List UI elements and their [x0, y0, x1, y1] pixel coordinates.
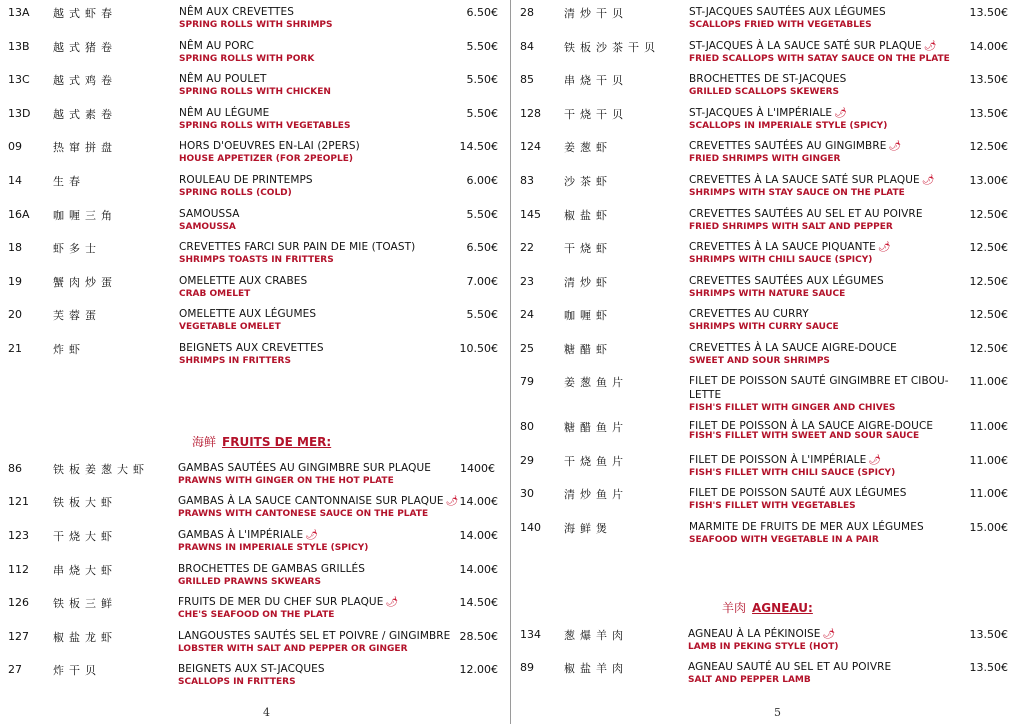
item-code: 18: [8, 241, 22, 254]
item-price: 6.00€: [466, 174, 498, 187]
item-english-name: SEAFOOD WITH VEGETABLE IN A PAIR: [689, 535, 879, 545]
item-code: 25: [520, 342, 534, 355]
menu-item: [512, 137, 1024, 169]
item-english-name: SPRING ROLLS (COLD): [179, 188, 292, 198]
item-price: 14.50€: [459, 596, 498, 609]
item-english-name: SHRIMPS WITH NATURE SAUCE: [689, 289, 846, 299]
menu-item: [0, 339, 510, 371]
menu-page-right: [512, 0, 1024, 724]
menu-item: [0, 137, 510, 169]
item-chinese-name: 生春: [53, 175, 85, 188]
item-chinese-name: 越式虾春: [53, 7, 117, 20]
menu-item: [0, 560, 510, 592]
item-chinese-name: 干烧虾: [564, 242, 612, 255]
menu-item: [512, 272, 1024, 304]
menu-item: [0, 37, 510, 69]
menu-item: [0, 70, 510, 102]
menu-item: [0, 272, 510, 304]
menu-item: [0, 492, 510, 524]
item-french-name: FILET DE POISSON SAUTÉ AUX LÉGUMES: [689, 487, 907, 499]
item-french-name: BEIGNETS AUX ST-JACQUES: [178, 663, 325, 675]
item-price: 14.00€: [459, 563, 498, 576]
menu-item: [512, 658, 1024, 690]
item-chinese-name: 沙茶虾: [564, 175, 612, 188]
item-price: 5.50€: [466, 308, 498, 321]
item-code: 80: [520, 420, 534, 433]
item-chinese-name: 海鲜煲: [564, 522, 612, 535]
menu-item: [0, 627, 510, 659]
item-chinese-name: 蟹肉炒蛋: [53, 276, 117, 289]
item-french-name: LANGOUSTES SAUTÉS SEL ET POIVRE / GINGIMBRE: [178, 630, 451, 642]
menu-item: [0, 3, 510, 35]
page-number: 5: [774, 706, 781, 719]
menu-item: [512, 518, 1024, 550]
item-chinese-name: 串烧大虾: [53, 564, 117, 577]
menu-item: [0, 593, 510, 625]
menu-page-left: [0, 0, 510, 724]
item-code: 30: [520, 487, 534, 500]
item-code: 20: [8, 308, 22, 321]
item-chinese-name: 姜葱鱼片: [564, 376, 628, 389]
menu-item: [512, 104, 1024, 136]
item-french-name: [178, 596, 398, 608]
section-header-seafood: [192, 433, 331, 450]
item-english-name: SPRING ROLLS WITH PORK: [179, 54, 315, 64]
item-code: 13B: [8, 40, 30, 53]
item-english-name: SHRIMPS IN FRITTERS: [179, 356, 291, 366]
item-price: 14.00€: [459, 495, 498, 508]
item-chinese-name: 铁板沙茶干贝: [564, 41, 660, 54]
item-code: 86: [8, 462, 22, 475]
section-chinese-title: 海鲜: [192, 435, 217, 449]
item-price: 13.50€: [969, 73, 1008, 86]
item-code: 13A: [8, 6, 30, 19]
chili-pepper-icon: 🌶: [868, 455, 882, 466]
menu-item: [512, 171, 1024, 203]
chili-pepper-icon: 🌶: [822, 629, 836, 640]
item-french-text: FILET DE POISSON À L'IMPÉRIALE: [689, 454, 867, 466]
item-english-name: SHRIMPS WITH CHILI SAUCE (SPICY): [689, 255, 873, 265]
item-chinese-name: 糖醋虾: [564, 343, 612, 356]
item-price: 5.50€: [466, 73, 498, 86]
item-code: 140: [520, 521, 541, 534]
item-price: 13.00€: [969, 174, 1008, 187]
item-chinese-name: 炸虾: [53, 343, 85, 356]
item-english-name: LOBSTER WITH SALT AND PEPPER OR GINGER: [178, 644, 408, 654]
item-code: 28: [520, 6, 534, 19]
item-french-name: BROCHETTES DE ST-JACQUES: [689, 73, 847, 85]
menu-item: [512, 70, 1024, 102]
item-english-name: SHRIMPS WITH CURRY SAUCE: [689, 322, 839, 332]
section-chinese-title: 羊肉: [722, 601, 747, 615]
item-french-name: CREVETTES AU CURRY: [689, 308, 809, 320]
item-price: 28.50€: [459, 630, 498, 643]
item-price: 12.50€: [969, 275, 1008, 288]
item-price: 10.50€: [459, 342, 498, 355]
menu-item: [0, 171, 510, 203]
menu-item: [512, 238, 1024, 270]
item-price: 12.50€: [969, 208, 1008, 221]
item-english-name: SALT AND PEPPER LAMB: [688, 675, 811, 685]
menu-item: [512, 451, 1024, 483]
item-code: 27: [8, 663, 22, 676]
item-price: 13.50€: [969, 628, 1008, 641]
item-english-name: LAMB IN PEKING STYLE (HOT): [688, 642, 839, 652]
item-english-name: PRAWNS WITH GINGER ON THE HOT PLATE: [178, 476, 394, 486]
item-code: 14: [8, 174, 22, 187]
item-price: 12.50€: [969, 140, 1008, 153]
item-french-name: [689, 174, 935, 186]
item-code: 123: [8, 529, 29, 542]
item-english-name: SHRIMPS WITH STAY SAUCE ON THE PLATE: [689, 188, 905, 198]
item-code: 21: [8, 342, 22, 355]
item-english-name: HOUSE APPETIZER (FOR 2PEOPLE): [179, 154, 354, 164]
item-price: 5.50€: [466, 107, 498, 120]
item-code: 29: [520, 454, 534, 467]
section-french-title: FRUITS DE MER:: [222, 435, 332, 449]
item-chinese-name: 越式鸡卷: [53, 74, 117, 87]
page-divider: [510, 0, 511, 724]
section-header-lamb: [722, 599, 813, 616]
item-chinese-name: 越式猪卷: [53, 41, 117, 54]
item-english-name: GRILLED PRAWNS SKWEARS: [178, 577, 321, 587]
item-chinese-name: 糖醋鱼片: [564, 421, 628, 434]
item-english-name: SCALLOPS IN IMPERIALE STYLE (SPICY): [689, 121, 888, 131]
menu-item: [512, 339, 1024, 371]
item-code: 128: [520, 107, 541, 120]
item-chinese-name: 咖喱虾: [564, 309, 612, 322]
item-chinese-name: 铁板大虾: [53, 496, 117, 509]
item-price: 6.50€: [466, 241, 498, 254]
menu-item: [0, 660, 510, 692]
item-code: 22: [520, 241, 534, 254]
menu-item: [512, 372, 1024, 416]
chili-pepper-icon: 🌶: [877, 242, 891, 253]
menu-item: [0, 459, 510, 491]
item-price: 11.00€: [969, 420, 1008, 433]
item-price: 13.50€: [969, 107, 1008, 120]
chili-pepper-icon: 🌶: [923, 41, 937, 52]
item-english-name: PRAWNS WITH CANTONESE SAUCE ON THE PLATE: [178, 509, 429, 519]
item-english-name: FISH'S FILLET WITH CHILI SAUCE (SPICY): [689, 468, 896, 478]
menu-item: [512, 305, 1024, 337]
item-chinese-name: 清炒鱼片: [564, 488, 628, 501]
menu-item: [0, 205, 510, 237]
item-price: 5.50€: [466, 40, 498, 53]
item-price: 12.50€: [969, 342, 1008, 355]
menu-item: [0, 305, 510, 337]
item-chinese-name: 虾多士: [53, 242, 101, 255]
chili-pepper-icon: 🌶: [834, 108, 847, 119]
item-french-text: CREVETTES À LA SAUCE SATÉ SUR PLAQUE: [689, 174, 920, 186]
item-french-name: NÊM AUX CREVETTES: [179, 6, 295, 18]
item-french-name: AGNEAU SAUTÉ AU SEL ET AU POIVRE: [688, 661, 892, 673]
item-code: 24: [520, 308, 534, 321]
item-price: 11.00€: [969, 487, 1008, 500]
item-code: 13D: [8, 107, 31, 120]
item-french-name: NÊM AU LÉGUME: [179, 107, 270, 119]
item-price: 7.00€: [466, 275, 498, 288]
menu-item: [0, 238, 510, 270]
item-french-name: [689, 107, 847, 119]
item-chinese-name: 椒盐虾: [564, 209, 612, 222]
menu-item: [512, 625, 1024, 657]
menu-item: [512, 3, 1024, 35]
item-chinese-name: 姜葱虾: [564, 141, 612, 154]
item-code: 19: [8, 275, 22, 288]
item-french-name: NÊM AU POULET: [179, 73, 267, 85]
item-english-name: FISH'S FILLET WITH VEGETABLES: [689, 501, 856, 511]
item-chinese-name: 越式素卷: [53, 108, 117, 121]
item-code: 112: [8, 563, 29, 576]
item-french-name: OMELETTE AUX CRABES: [179, 275, 308, 287]
item-code: 85: [520, 73, 534, 86]
menu-item: [512, 417, 1024, 449]
item-price: 6.50€: [466, 6, 498, 19]
item-english-name: CRAB OMELET: [179, 289, 251, 299]
menu-item: [0, 104, 510, 136]
item-english-name: SWEET AND SOUR SHRIMPS: [689, 356, 830, 366]
item-code: 126: [8, 596, 29, 609]
chili-pepper-icon: 🌶: [385, 597, 399, 608]
item-chinese-name: 炸干贝: [53, 664, 101, 677]
item-french-name: [178, 529, 318, 541]
item-price: 14.00€: [459, 529, 498, 542]
item-french-name: [178, 495, 458, 507]
item-code: 121: [8, 495, 29, 508]
item-price: 1400€: [460, 462, 495, 475]
item-english-name: SHRIMPS TOASTS IN FRITTERS: [179, 255, 334, 265]
item-price: 12.00€: [459, 663, 498, 676]
item-french-name: GAMBAS SAUTÉES AU GINGIMBRE SUR PLAQUE: [178, 462, 432, 474]
item-french-name: CREVETTES FARCI SUR PAIN DE MIE (TOAST): [179, 241, 416, 253]
item-french-text: AGNEAU À LA PÉKINOISE: [688, 628, 821, 640]
item-french-text: CREVETTES À LA SAUCE PIQUANTE: [689, 241, 876, 253]
item-code: 79: [520, 375, 534, 388]
item-chinese-name: 清炒虾: [564, 276, 612, 289]
item-price: 14.00€: [969, 40, 1008, 53]
item-price: 12.50€: [969, 308, 1008, 321]
item-french-text: CREVETTES SAUTÉES AU GINGIMBRE: [689, 140, 887, 152]
item-french-name: [688, 628, 835, 640]
item-code: 124: [520, 140, 541, 153]
item-price: 12.50€: [969, 241, 1008, 254]
item-french-name: HORS D'OEUVRES EN-LAI (2PERS): [179, 140, 360, 152]
item-french-text: ST-JACQUES À L'IMPÉRIALE: [689, 107, 833, 119]
item-french-name: BEIGNETS AUX CREVETTES: [179, 342, 324, 354]
item-english-name: FRIED SHRIMPS WITH SALT AND PEPPER: [689, 222, 893, 232]
item-chinese-name: 铁板三鲜: [53, 597, 117, 610]
item-english-name: FRIED SCALLOPS WITH SATAY SAUCE ON THE PLATE: [689, 54, 950, 64]
menu-item: [512, 484, 1024, 516]
item-english-name: FISH'S FILLET WITH GINGER AND CHIVES: [689, 403, 896, 413]
item-english-name: PRAWNS IN IMPERIALE STYLE (SPICY): [178, 543, 369, 553]
item-french-text: GAMBAS À LA SAUCE CANTONNAISE SUR PLAQUE: [178, 495, 444, 507]
menu-item: [512, 37, 1024, 69]
item-french-name: CREVETTES SAUTÉES AUX LÉGUMES: [689, 275, 884, 287]
item-price: 11.00€: [969, 375, 1008, 388]
item-french-name: NÊM AU PORC: [179, 40, 254, 52]
item-french-name: FILET DE POISSON À LA SAUCE AIGRE-DOUCE: [689, 420, 934, 432]
item-french-text: FRUITS DE MER DU CHEF SUR PLAQUE: [178, 596, 384, 608]
item-price: 5.50€: [466, 208, 498, 221]
item-chinese-name: 干烧干贝: [564, 108, 628, 121]
item-chinese-name: 热窜拼盘: [53, 141, 117, 154]
item-french-name: CREVETTES SAUTÉES AU SEL ET AU POIVRE: [689, 208, 923, 220]
item-french-name: SAMOUSSA: [179, 208, 240, 220]
item-chinese-name: 芙蓉蛋: [53, 309, 101, 322]
item-french-name: OMELETTE AUX LÉGUMES: [179, 308, 317, 320]
item-french-name: ROULEAU DE PRINTEMPS: [179, 174, 313, 186]
item-chinese-name: 椒盐龙虾: [53, 631, 117, 644]
item-english-name: GRILLED SCALLOPS SKEWERS: [689, 87, 840, 97]
item-french-name: [689, 40, 937, 52]
item-french-name-continued: LETTE: [689, 389, 722, 401]
item-french-text: ST-JACQUES À LA SAUCE SATÉ SUR PLAQUE: [689, 40, 922, 52]
menu-item: [0, 526, 510, 558]
item-french-name: BROCHETTES DE GAMBAS GRILLÉS: [178, 563, 366, 575]
item-french-name: [689, 454, 881, 466]
item-english-name: SCALLOPS FRIED WITH VEGETABLES: [689, 20, 872, 30]
item-code: 84: [520, 40, 534, 53]
item-english-name: SCALLOPS IN FRITTERS: [178, 677, 296, 687]
item-english-name: CHE'S SEAFOOD ON THE PLATE: [178, 610, 335, 620]
item-chinese-name: 串烧干贝: [564, 74, 628, 87]
item-price: 14.50€: [459, 140, 498, 153]
item-code: 16A: [8, 208, 30, 221]
item-price: 15.00€: [969, 521, 1008, 534]
item-french-name: [689, 140, 901, 152]
item-french-name: ST-JACQUES SAUTÉES AUX LÉGUMES: [689, 6, 886, 18]
item-chinese-name: 干烧大虾: [53, 530, 117, 543]
page-number: 4: [263, 706, 270, 719]
item-english-name: SPRING ROLLS WITH CHICKEN: [179, 87, 331, 97]
item-code: 89: [520, 661, 534, 674]
item-chinese-name: 干烧鱼片: [564, 455, 628, 468]
item-code: 09: [8, 140, 22, 153]
chili-pepper-icon: 🌶: [921, 175, 935, 186]
item-code: 23: [520, 275, 534, 288]
item-english-name: SAMOUSSA: [179, 222, 236, 232]
item-code: 83: [520, 174, 534, 187]
chili-pepper-icon: 🌶: [445, 496, 459, 507]
item-french-name: [689, 241, 891, 253]
item-price: 13.50€: [969, 661, 1008, 674]
item-price: 11.00€: [969, 454, 1008, 467]
item-english-name: FISH'S FILLET WITH SWEET AND SOUR SAUCE: [689, 431, 920, 441]
item-chinese-name: 咖喱三角: [53, 209, 117, 222]
item-chinese-name: 清炒干贝: [564, 7, 628, 20]
item-french-name: CREVETTES À LA SAUCE AIGRE-DOUCE: [689, 342, 897, 354]
chili-pepper-icon: 🌶: [305, 530, 319, 541]
item-french-name: MARMITE DE FRUITS DE MER AUX LÉGUMES: [689, 521, 924, 533]
item-english-name: SPRING ROLLS WITH VEGETABLES: [179, 121, 351, 131]
item-french-name: FILET DE POISSON SAUTÉ GINGIMBRE ET CIBOU-: [689, 375, 949, 387]
item-price: 13.50€: [969, 6, 1008, 19]
item-code: 134: [520, 628, 541, 641]
item-english-name: SPRING ROLLS WITH SHRIMPS: [179, 20, 333, 30]
item-french-text: GAMBAS À L'IMPÉRIALE: [178, 529, 304, 541]
menu-item: [512, 205, 1024, 237]
section-french-title: AGNEAU:: [752, 601, 813, 615]
item-chinese-name: 葱爆羊肉: [564, 629, 628, 642]
item-code: 145: [520, 208, 541, 221]
item-code: 13C: [8, 73, 30, 86]
item-chinese-name: 铁板姜葱大虾: [53, 463, 149, 476]
item-chinese-name: 椒盐羊肉: [564, 662, 628, 675]
item-english-name: VEGETABLE OMELET: [179, 322, 281, 332]
chili-pepper-icon: 🌶: [888, 141, 902, 152]
item-english-name: FRIED SHRIMPS WITH GINGER: [689, 154, 841, 164]
item-code: 127: [8, 630, 29, 643]
